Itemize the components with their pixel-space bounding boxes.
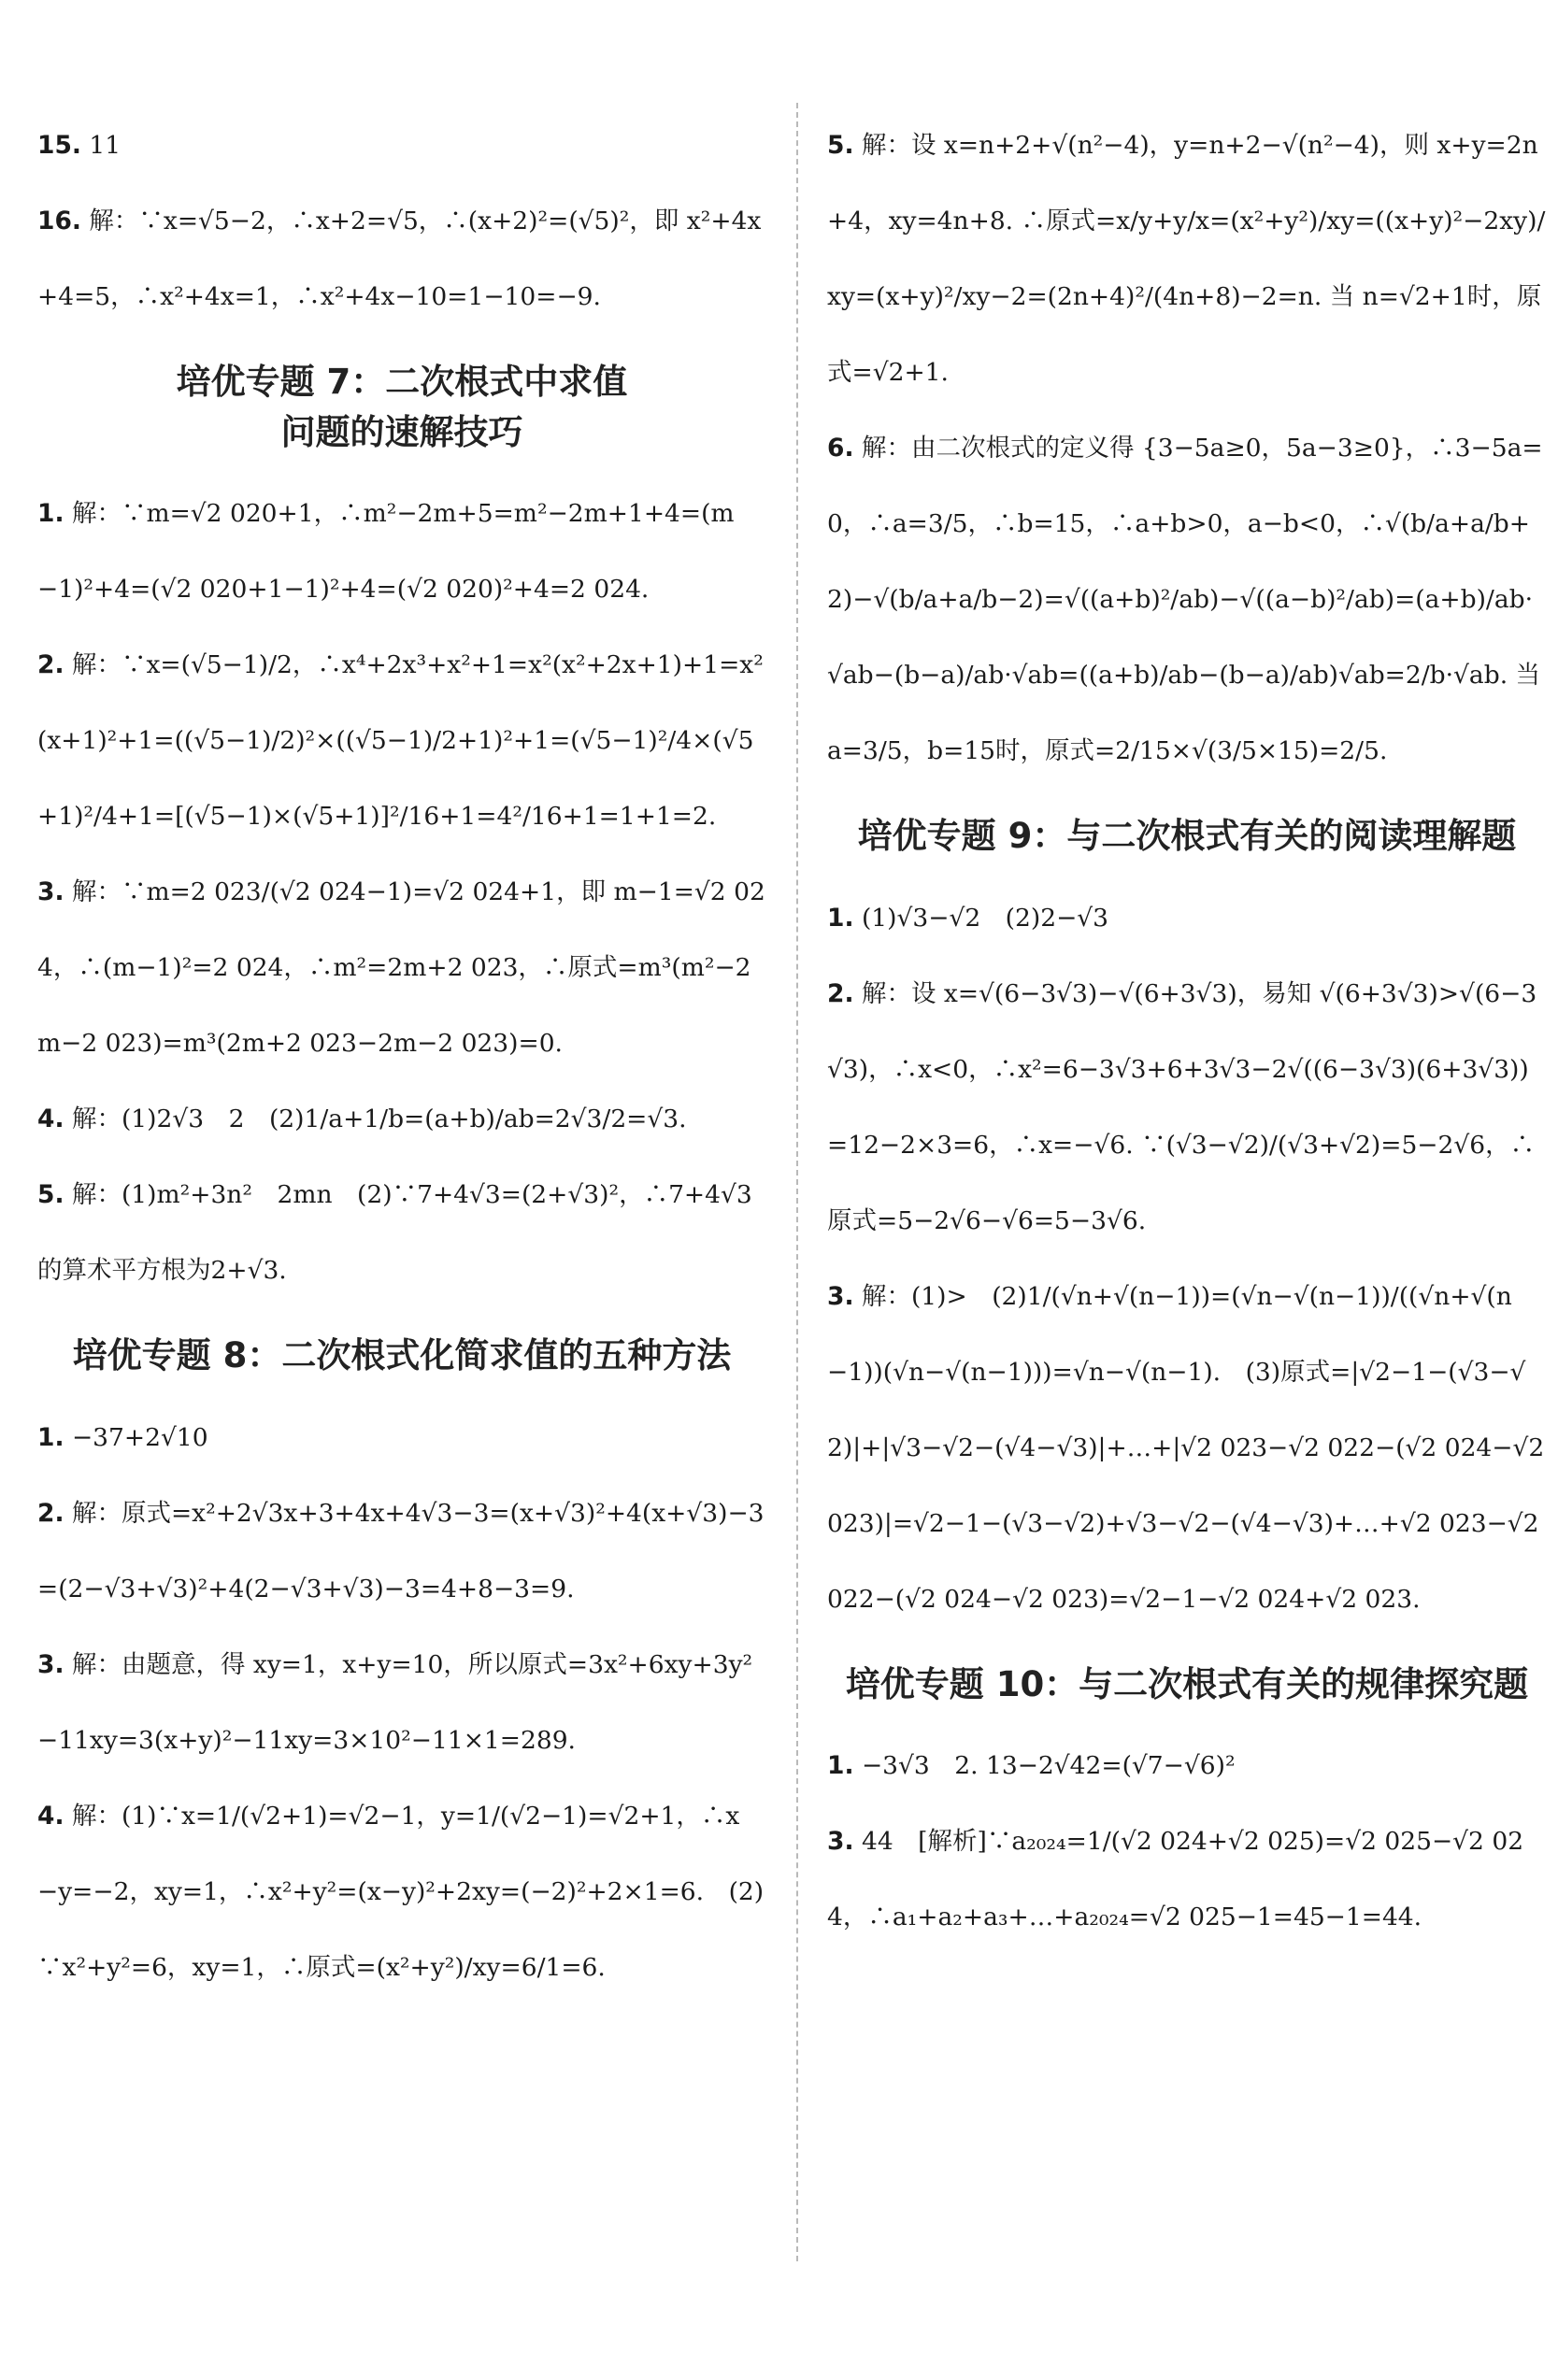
item-text: 解：由二次根式的定义得 {3−5a≥0，5a−3≥0}，∴3−5a=0，∴a=3/5，∴b=15，∴a+b>0，a−b<0，∴√(b/a+a/b+2)−√(b/a+a/b−2)=√((a+b)²/ab)−√((a−b)²/ab)=(a+b)/ab·√ab−(b−a)/ab·√ab=((a+b)/ab−(b−a)/ab)√ab=2/b·√ab. 当 a=3/5，b=15时，原式=2/15×√(3/5×15)=2/5. [827,434,1543,765]
item-text: 解：(1)> (2)1/(√n+√(n−1))=(√n−√(n−1))/((√n+√(n−1))(√n−√(n−1)))=√n−√(n−1). (3)原式=|√2−1−(√3−√2)|+|√3−√2−(√4−√3)|+…+|√2 023−√2 022−(√2 024−√2 023)|=√2−1−(√3−√2)+√3−√2−(√4−√3)+…+√2 023−√2 022−(√2 024−√2 023)=√2−1−√2 024+√2 023. [827,1281,1545,1614]
answer-item [827,880,1547,956]
item-text: 11 [89,131,121,160]
item-text: 解：(1)2√3 2 (2)1/a+1/b=(a+b)/ab=2√3/2=√3. [71,1104,687,1134]
item-number: 4. [37,1801,64,1831]
answer-item [37,183,766,335]
answer-item [37,1081,766,1157]
section-heading: 培优专题 8：二次根式化简求值的五种方法 [72,1335,732,1376]
item-text: 解：∵m=2 023/(√2 024−1)=√2 024+1，即 m−1=√2 024，∴(m−1)²=2 024，∴m²=2m+2 023，∴原式=m³(m²−2m−2 023)=m³(2m+2 023−2m−2 023)=0. [37,877,765,1059]
item-text: −3√3 2. 13−2√42=(√7−√6)² [861,1751,1236,1781]
answer-item [37,476,766,627]
item-number: 1. [827,1751,854,1781]
item-number: 1. [37,499,64,529]
answer-item [37,107,766,183]
item-text: −37+2√10 [71,1422,208,1452]
item-number: 2. [37,1498,64,1528]
item-text: 解：∵x=(√5−1)/2，∴x⁴+2x³+x²+1=x²(x²+2x+1)+1=x²(x+1)²+1=((√5−1)/2)²×((√5−1)/2+1)²+1=(√5−1)²/4×(√5+1)²/4+1=[(√5−1)×(√5+1)]²/16+1=4²/16+1=1+1=2. [37,650,764,832]
answer-item [37,1627,766,1778]
item-text: 解：设 x=n+2+√(n²−4)，y=n+2−√(n²−4)，则 x+y=2n+4，xy=4n+8. ∴原式=x/y+y/x=(x²+y²)/xy=((x+y)²−2xy)/xy=(x+y)²/xy−2=(2n+4)²/(4n+8)−2=n. 当 n=√2+1时，原式=√2+1. [827,131,1546,387]
column-divider [796,103,798,2261]
answer-item [37,1157,766,1308]
section-heading: 培优专题 9：与二次根式有关的阅读理解题 [857,816,1517,856]
item-number: 3. [37,1649,64,1679]
item-number: 1. [827,903,854,933]
item-number: 2. [37,650,64,680]
item-text: 解：由题意，得 xy=1，x+y=10，所以原式=3x²+6xy+3y²−11xy=3(x+y)²−11xy=3×10²−11×1=289. [37,1649,753,1755]
item-number: 1. [37,1422,64,1452]
item-number: 3. [827,1827,854,1857]
item-number: 6. [827,434,854,463]
item-text: 解：设 x=√(6−3√3)−√(6+3√3)，易知 √(6+3√3)>√(6−3√3)，∴x<0，∴x²=6−3√3+6+3√3−2√((6−3√3)(6+3√3))=12−2×3=6，∴x=−√6. ∵(√3−√2)/(√3+√2)=5−2√6，∴原式=5−2√6−√6=5−3√6. [827,978,1537,1235]
item-number: 2. [827,978,854,1008]
item-number: 4. [37,1104,64,1134]
item-number: 16. [37,207,81,235]
answer-item [37,1778,766,2005]
answer-item [827,1728,1547,1803]
answer-item [827,107,1547,410]
item-text: 解：(1)m²+3n² 2mn (2)∵7+4√3=(2+√3)²，∴7+4√3的算术平方根为2+√3. [37,1180,752,1286]
item-text: (1)√3−√2 (2)2−√3 [861,903,1109,933]
item-text: 解：∵m=√2 020+1，∴m²−2m+5=m²−2m+1+4=(m−1)²+4=(√2 020+1−1)²+4=(√2 020)²+4=2 024. [37,499,735,605]
right-column [827,107,1547,1955]
answer-item [827,1259,1547,1637]
item-number: 5. [827,131,854,160]
item-number: 3. [827,1281,854,1311]
answer-item [827,1803,1547,1955]
section-heading: 培优专题 10：与二次根式有关的规律探究题 [845,1663,1529,1704]
section-heading: 培优专题 7：二次根式中求值 问题的速解技巧 [176,362,628,452]
answer-item [827,410,1547,789]
item-number: 15. [37,131,81,160]
item-text: 44 [解析]∵a₂₀₂₄=1/(√2 024+√2 025)=√2 025−√2 024，∴a₁+a₂+a₃+…+a₂₀₂₄=√2 025−1=45−1=44. [827,1827,1524,1932]
left-column [37,107,766,2005]
item-number: 3. [37,877,64,907]
answer-item [37,1475,766,1627]
answer-item [827,956,1547,1259]
item-text: 解：∵x=√5−2，∴x+2=√5，∴(x+2)²=(√5)²，即 x²+4x+4=5，∴x²+4x=1，∴x²+4x−10=1−10=−9. [37,207,762,311]
item-text: 解：(1)∵x=1/(√2+1)=√2−1，y=1/(√2−1)=√2+1，∴x−y=−2，xy=1，∴x²+y²=(x−y)²+2xy=(−2)²+2×1=6. (2)∵x²+y²=6，xy=1，∴原式=(x²+y²)/xy=6/1=6. [37,1801,765,1982]
answer-item [37,1400,766,1475]
answer-item [37,627,766,854]
answer-item [37,854,766,1081]
item-text: 解：原式=x²+2√3x+3+4x+4√3−3=(x+√3)²+4(x+√3)−3=(2−√3+√3)²+4(2−√3+√3)−3=4+8−3=9. [37,1498,765,1603]
item-number: 5. [37,1180,64,1210]
